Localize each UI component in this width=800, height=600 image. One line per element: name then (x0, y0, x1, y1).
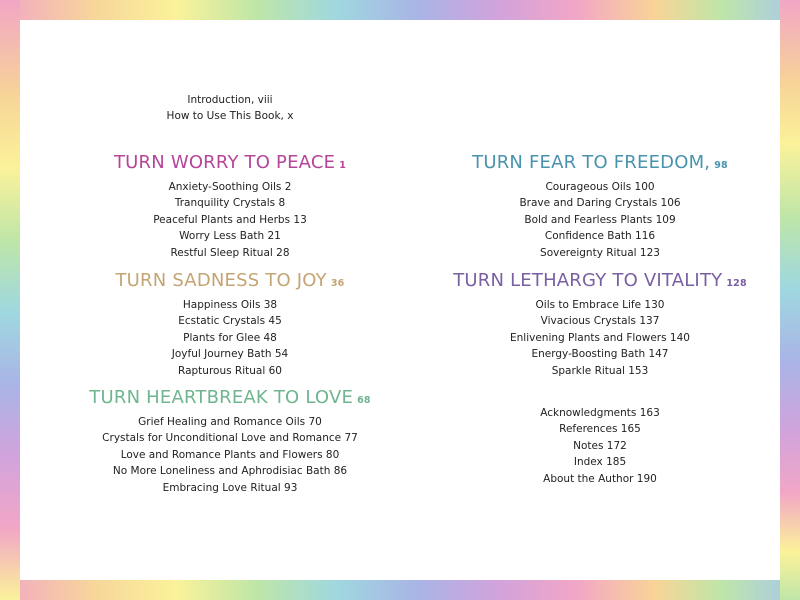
section-heading-fear[interactable] (420, 152, 780, 177)
toc-entry[interactable]: Sparkle Ritual 153 (551, 364, 649, 377)
toc-entry[interactable]: Brave and Daring Crystals 106 (519, 197, 681, 210)
toc-entry[interactable]: Embracing Love Ritual 93 (162, 481, 298, 494)
section-title: TURN HEARTBREAK TO LOVE (89, 387, 354, 408)
section-page-number: 68 (357, 395, 371, 406)
section-heading-worry[interactable] (20, 152, 440, 177)
toc-entry[interactable]: Peaceful Plants and Herbs 13 (153, 213, 307, 226)
section-sadness-to-joy (20, 270, 440, 379)
section-worry-to-peace (20, 152, 440, 261)
toc-entry[interactable]: Joyful Journey Bath 54 (171, 348, 289, 361)
back-matter (420, 405, 780, 487)
toc-entry-how-to-use[interactable]: How to Use This Book, x (166, 110, 294, 123)
section-page-number: 36 (330, 278, 345, 289)
toc-entry[interactable]: Anxiety-Soothing Oils 2 (168, 181, 292, 193)
toc-entry[interactable]: Crystals for Unconditional Love and Romance 77 (102, 432, 358, 445)
toc-entry[interactable]: Plants for Glee 48 (183, 331, 277, 344)
table-of-contents-page (20, 20, 780, 580)
toc-entry[interactable]: Sovereignty Ritual 123 (540, 246, 660, 259)
toc-entry[interactable]: Tranquility Crystals 8 (174, 197, 286, 210)
toc-entry[interactable]: Courageous Oils 100 (545, 181, 655, 193)
toc-entry[interactable]: Enlivening Plants and Flowers 140 (510, 331, 690, 344)
toc-entry[interactable]: Confidence Bath 116 (544, 230, 656, 243)
section-title: TURN LETHARGY TO VITALITY (453, 270, 723, 291)
section-page-number: 1 (339, 160, 347, 171)
toc-entry[interactable]: Worry Less Bath 21 (179, 230, 281, 243)
rainbow-border-left (0, 0, 20, 600)
section-title: TURN WORRY TO PEACE (113, 152, 336, 173)
toc-entry[interactable]: Ecstatic Crystals 45 (178, 315, 282, 328)
toc-entry[interactable]: Rapturous Ritual 60 (178, 364, 282, 377)
toc-entry[interactable]: No More Loneliness and Aphrodisiac Bath 86 (112, 465, 348, 478)
section-heading-lethargy[interactable] (420, 270, 780, 295)
toc-entry[interactable]: Love and Romance Plants and Flowers 80 (120, 448, 340, 461)
toc-entry-about-author[interactable]: About the Author 190 (543, 472, 657, 485)
rainbow-border-right (780, 0, 800, 600)
section-page-number: 128 (726, 278, 747, 289)
toc-entry-introduction[interactable]: Introduction, viii (187, 94, 273, 106)
toc-entry[interactable]: Oils to Embrace Life 130 (535, 299, 665, 311)
toc-entry-references[interactable]: References 165 (559, 423, 641, 436)
toc-entry-acknowledgments[interactable]: Acknowledgments 163 (540, 407, 660, 419)
toc-entry[interactable]: Restful Sleep Ritual 28 (170, 246, 290, 259)
toc-entry-index[interactable]: Index 185 (573, 456, 627, 469)
toc-entry[interactable]: Bold and Fearless Plants 109 (524, 213, 676, 226)
section-lethargy-to-vitality (420, 270, 780, 379)
toc-entry[interactable]: Happiness Oils 38 (182, 299, 278, 311)
section-heading-sadness[interactable] (20, 270, 440, 295)
section-heartbreak-to-love (20, 387, 440, 496)
section-fear-to-freedom (420, 152, 780, 261)
section-heading-heartbreak[interactable] (20, 387, 440, 412)
front-matter (20, 92, 440, 125)
toc-entry[interactable]: Vivacious Crystals 137 (540, 315, 660, 328)
section-title: TURN FEAR TO FREEDOM, (472, 152, 711, 173)
section-title: TURN SADNESS TO JOY (115, 270, 327, 291)
toc-entry[interactable]: Grief Healing and Romance Oils 70 (138, 416, 322, 428)
toc-entry[interactable]: Energy-Boosting Bath 147 (531, 348, 669, 361)
toc-entry-notes[interactable]: Notes 172 (573, 439, 627, 452)
section-page-number: 98 (714, 160, 728, 171)
